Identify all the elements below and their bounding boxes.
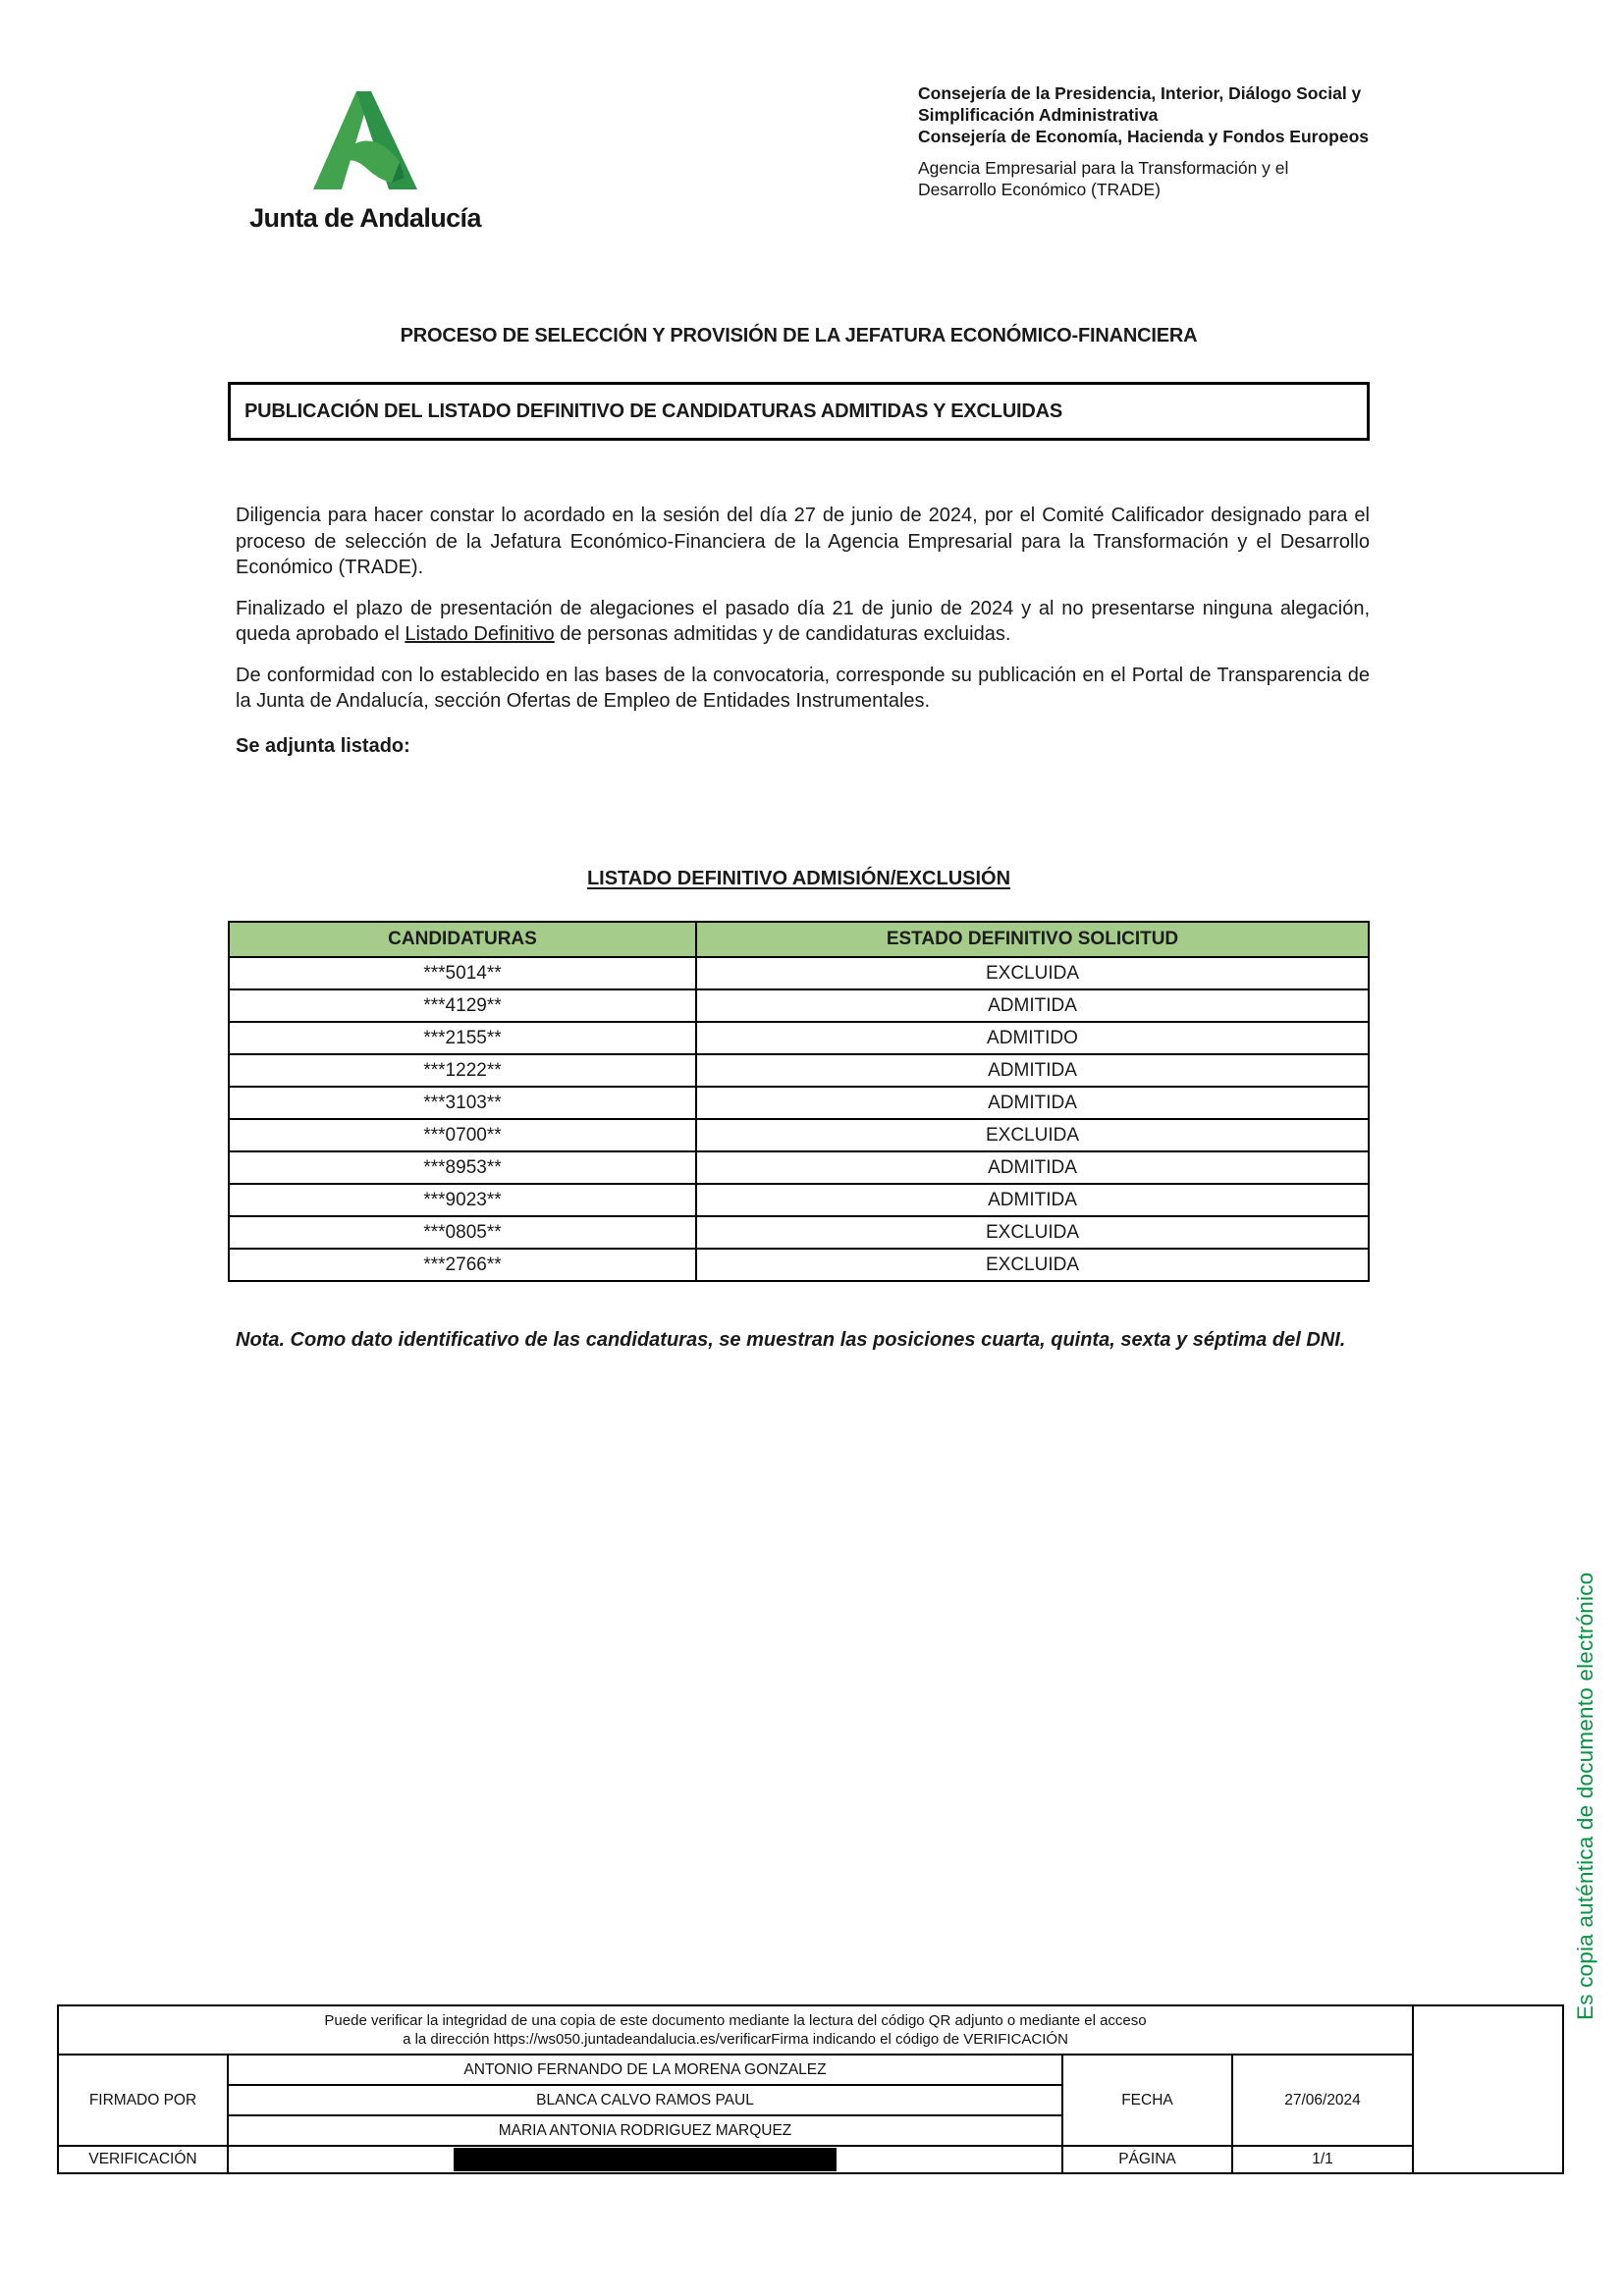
table-row (229, 1119, 1369, 1151)
verification-code-cell (228, 2146, 1062, 2173)
paragraph-diligencia (236, 503, 1370, 581)
column-header-candidaturas: CANDIDATURAS (229, 922, 696, 957)
signer-name: BLANCA CALVO RAMOS PAUL (228, 2085, 1062, 2115)
verificacion-label: VERIFICACIÓN (58, 2146, 228, 2173)
column-header-estado: ESTADO DEFINITIVO SOLICITUD (696, 922, 1369, 957)
cell-candidatura: ***0805** (229, 1216, 696, 1249)
page-title: PROCESO DE SELECCIÓN Y PROVISIÓN DE LA JEFATURA ECONÓMICO-FINANCIERA (400, 325, 1198, 347)
body-text (236, 503, 1370, 774)
cell-estado: ADMITIDA (696, 1054, 1369, 1087)
verify-line: a la dirección https://ws050.juntadeandalucia.es/verificarFirma indicando el código de VERIFICACIÓN (403, 2031, 1068, 2048)
listado-definitivo-underlined: Listado Definitivo (405, 623, 555, 645)
cell-candidatura: ***3103** (229, 1087, 696, 1119)
table-header-row (229, 922, 1369, 957)
attach-label: Se adjunta listado: (236, 734, 410, 757)
footer-signer-row (58, 2055, 1563, 2085)
table-row (229, 1216, 1369, 1249)
pagina-label: PÁGINA (1062, 2146, 1232, 2173)
qr-placeholder-cell (1413, 2005, 1563, 2173)
table-row (229, 1151, 1369, 1184)
cell-candidatura: ***8953** (229, 1151, 696, 1184)
cell-candidatura: ***2766** (229, 1249, 696, 1281)
logo-a-icon (313, 90, 417, 190)
cell-estado: EXCLUIDA (696, 1249, 1369, 1281)
table-row (229, 1087, 1369, 1119)
cell-estado: ADMITIDA (696, 1151, 1369, 1184)
cell-estado: ADMITIDO (696, 1022, 1369, 1054)
paragraph-text: de personas admitidas y de candidaturas excluidas. (554, 623, 1011, 645)
cell-estado: EXCLUIDA (696, 1216, 1369, 1249)
logo-wordmark: Junta de Andalucía (249, 203, 481, 233)
table-row (229, 989, 1369, 1022)
org-consejeria-line: Consejería de la Presidencia, Interior, Diálogo Social y Simplificación Administrativa (918, 83, 1362, 126)
list-heading-text: LISTADO DEFINITIVO ADMISIÓN/EXCLUSIÓN (586, 868, 1011, 889)
pagina-value: 1/1 (1232, 2146, 1413, 2173)
signer-name: MARIA ANTONIA RODRIGUEZ MARQUEZ (228, 2115, 1062, 2146)
boxed-subtitle-text: PUBLICACIÓN DEL LISTADO DEFINITIVO DE CANDIDATURAS ADMITIDAS Y EXCLUIDAS (244, 400, 1063, 422)
footer-verify-row (58, 2005, 1563, 2055)
fecha-label: FECHA (1062, 2055, 1232, 2146)
cell-candidatura: ***2155** (229, 1022, 696, 1054)
table-row (229, 1022, 1369, 1054)
cell-estado: EXCLUIDA (696, 1119, 1369, 1151)
org-agency-line: Agencia Empresarial para la Transformación y el Desarrollo Económico (TRADE) (918, 157, 1289, 199)
cell-estado: EXCLUIDA (696, 957, 1369, 989)
cell-candidatura: ***5014** (229, 957, 696, 989)
table-row (229, 1249, 1369, 1281)
verify-instructions (58, 2005, 1413, 2055)
cell-candidatura: ***0700** (229, 1119, 696, 1151)
paragraph-text: Diligencia para hacer constar lo acordado en la sesión del día 27 de junio de 2024, por el Comité Calificador designado para el proceso de selección de la Jefatura Económico-Financiera de la Agencia Empresarial para la Transformación y el Desarrollo Económico (TRADE). (236, 505, 1370, 578)
cell-estado: ADMITIDA (696, 1087, 1369, 1119)
table-row (229, 1054, 1369, 1087)
paragraph-conformidad (236, 663, 1370, 715)
cell-candidatura: ***4129** (229, 989, 696, 1022)
footer-verification-row (58, 2146, 1563, 2173)
signer-name: ANTONIO FERNANDO DE LA MORENA GONZALEZ (228, 2055, 1062, 2085)
verify-line: Puede verificar la integridad de una copia de este documento mediante la lectura del código QR adjunto o mediante el acceso (324, 2011, 1147, 2029)
cell-estado: ADMITIDA (696, 1184, 1369, 1216)
paragraph-text: De conformidad con lo establecido en las bases de la convocatoria, corresponde su publicación en el Portal de Transparencia de la Junta de Andalucía, sección Ofertas de Empleo de Entidades Instrumentales. (236, 664, 1370, 712)
junta-logo (234, 90, 497, 234)
cell-candidatura: ***9023** (229, 1184, 696, 1216)
nota-text: Nota. Como dato identificativo de las candidaturas, se muestran las posiciones cuarta, quinta, sexta y séptima del DNI. (236, 1329, 1346, 1351)
table-row (229, 1184, 1369, 1216)
list-heading (228, 868, 1370, 890)
authenticity-vertical-note: Es copia auténtica de documento electrónico (1573, 1572, 1597, 2020)
cell-candidatura: ***1222** (229, 1054, 696, 1087)
candidaturas-table (228, 921, 1370, 1282)
signature-footer (57, 2004, 1564, 2174)
fecha-value: 27/06/2024 (1232, 2055, 1413, 2146)
paragraph-finalizado (236, 596, 1370, 648)
table-row (229, 957, 1369, 989)
boxed-subtitle (228, 382, 1370, 441)
org-consejeria-line: Consejería de Economía, Hacienda y Fondos Europeos (918, 127, 1369, 147)
header-org-block (918, 82, 1370, 200)
verification-code-redacted (454, 2148, 837, 2171)
cell-estado: ADMITIDA (696, 989, 1369, 1022)
firmado-por-label: FIRMADO POR (58, 2055, 228, 2146)
paragraph-text: Finalizado el plazo de presentación de alegaciones el pasado día 21 de junio de 2024 y al no presentarse ninguna alegación, queda aprobado el (236, 597, 1370, 645)
